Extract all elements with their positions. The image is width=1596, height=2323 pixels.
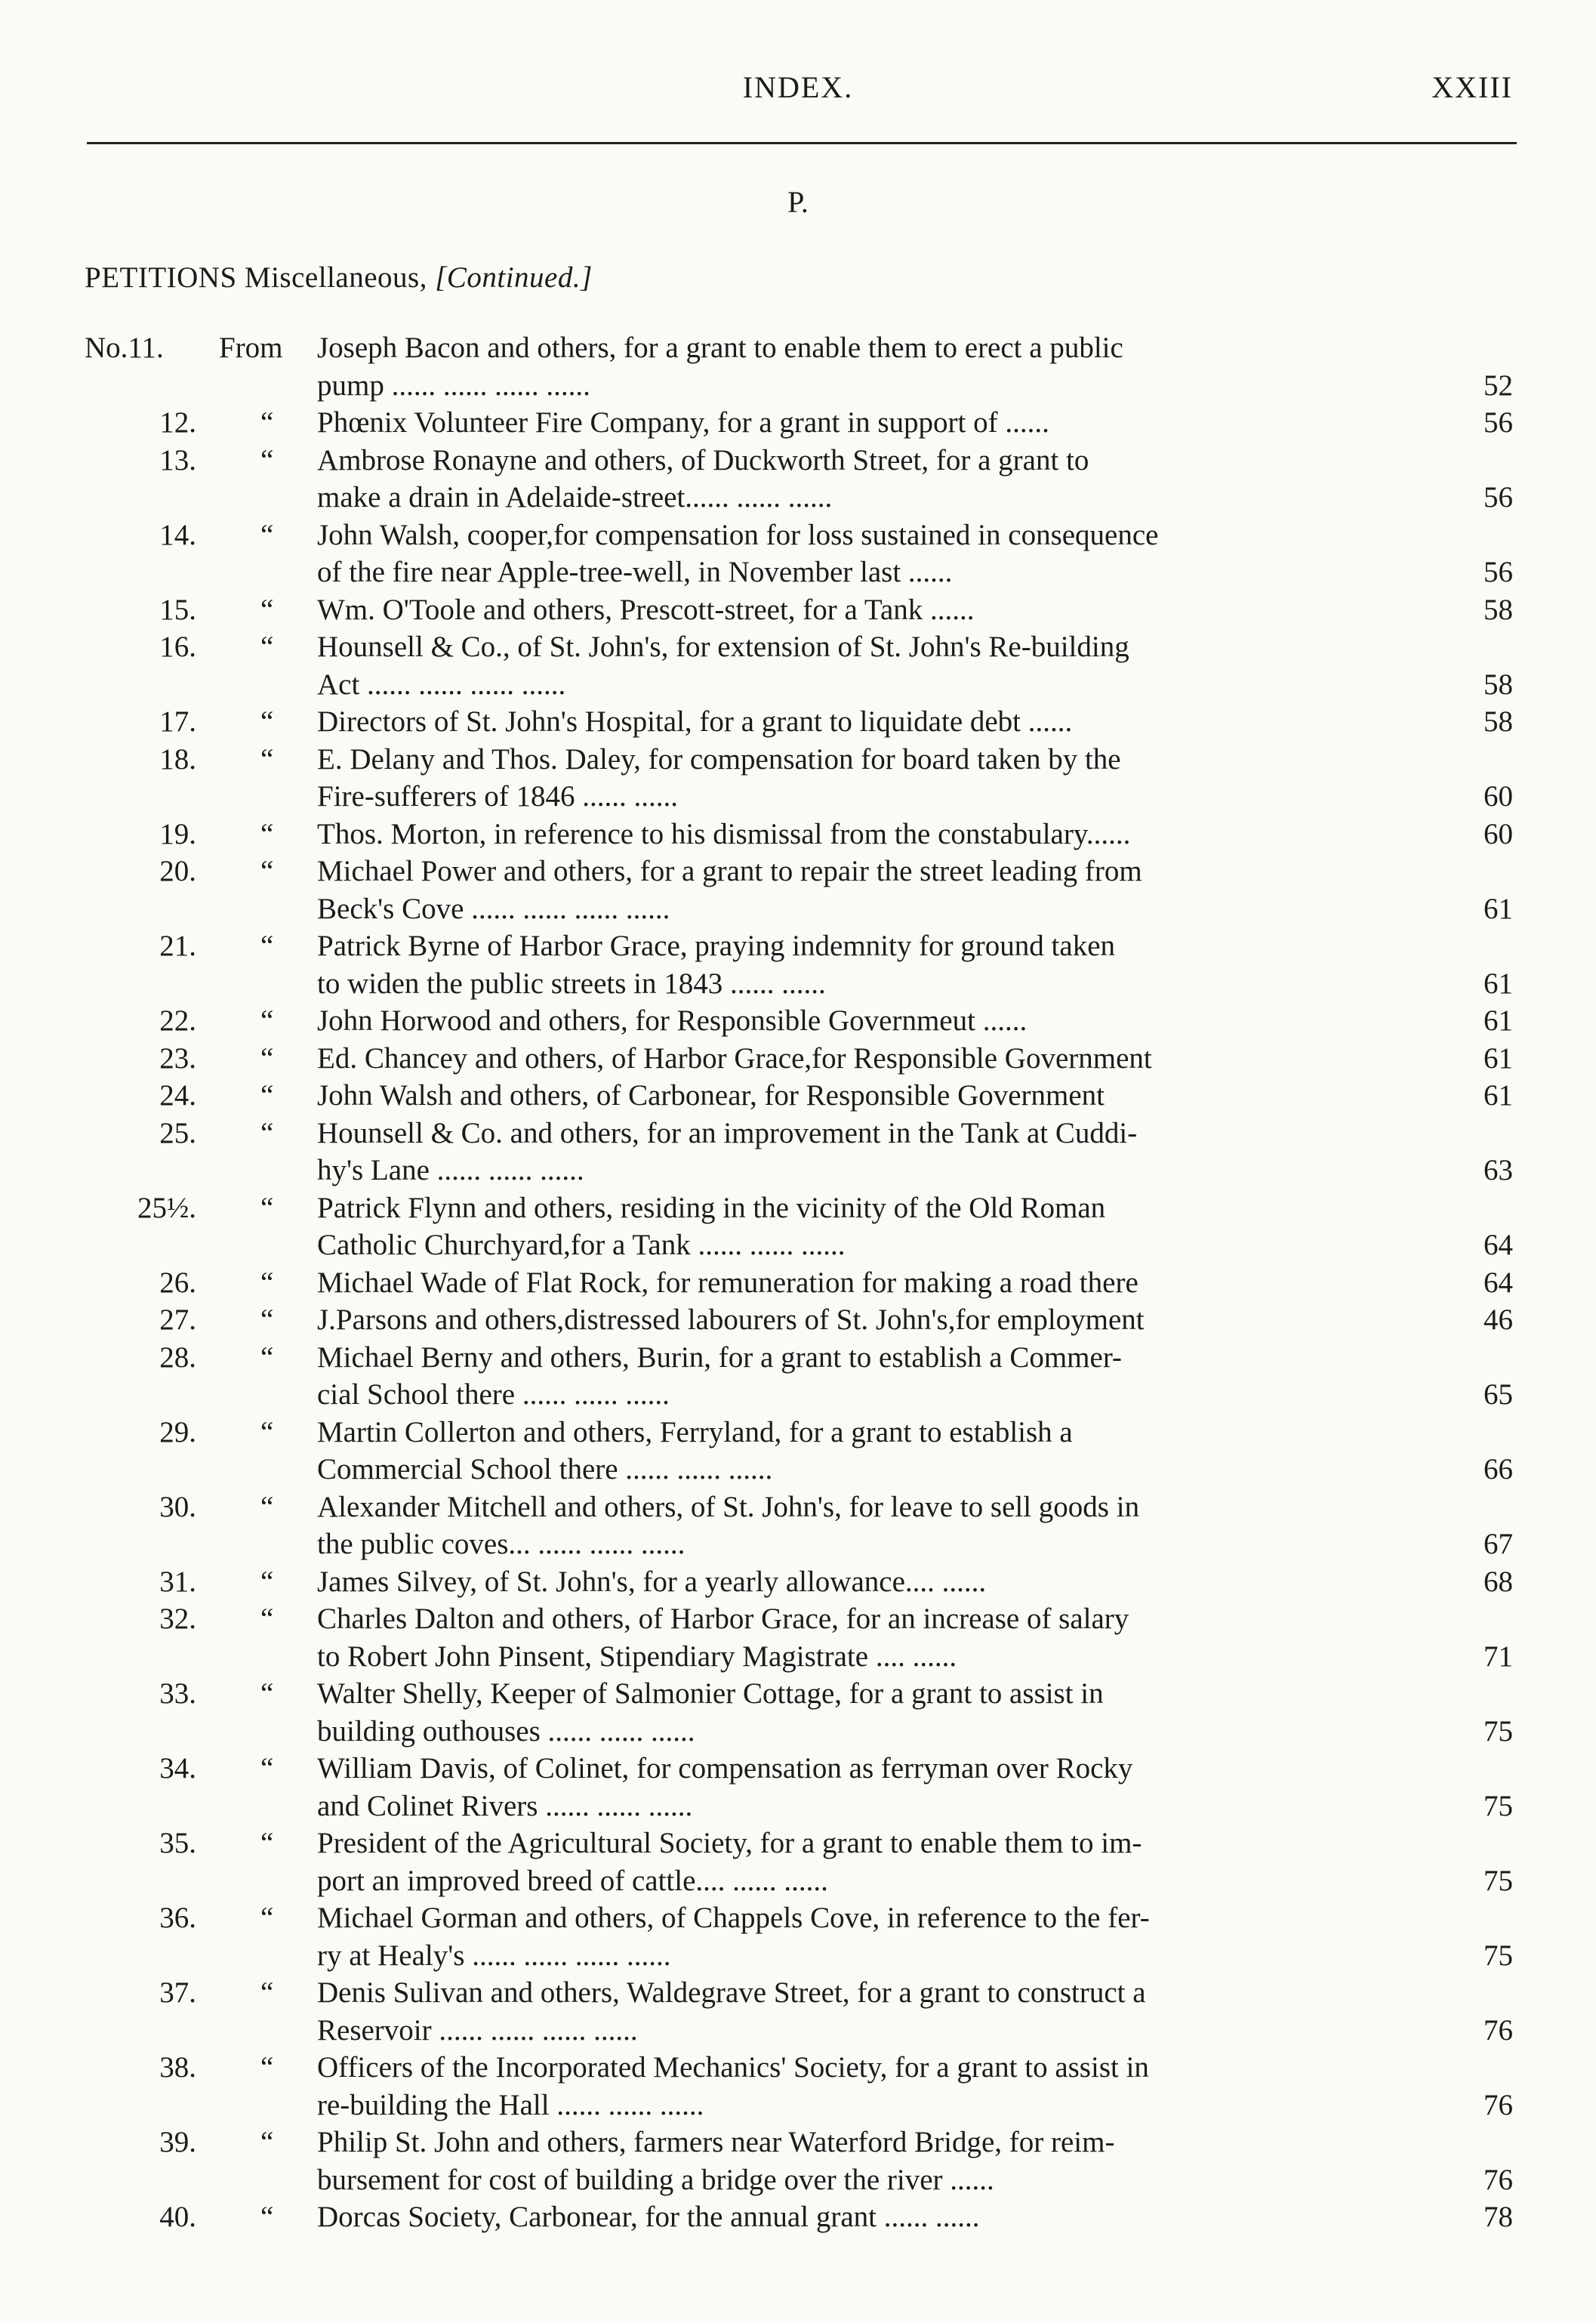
entry-text: Hounsell & Co. and others, for an improvement in the Tank at Cuddi- — [317, 1116, 1138, 1149]
ditto-mark: “ — [260, 1677, 274, 1710]
entry-page: 76 — [1484, 2163, 1513, 2196]
index-entry — [0, 1489, 1596, 1563]
section-heading — [85, 261, 593, 295]
entry-line — [0, 1899, 1596, 1937]
entry-page: 76 — [1484, 2088, 1513, 2121]
ditto-mark: “ — [260, 1565, 274, 1598]
entry-text: Philip St. John and others, farmers near Waterford Bridge, for reim- — [317, 2126, 1115, 2158]
entry-text: William Davis, of Colinet, for compensation as ferryman over Rocky — [317, 1752, 1133, 1785]
ditto-mark: “ — [260, 1752, 274, 1785]
entry-line — [0, 591, 1596, 629]
entry-text: port an improved breed of cattle.... ...... ...... — [317, 1864, 828, 1897]
entry-line — [0, 927, 1596, 965]
entry-page: 58 — [1484, 705, 1513, 738]
entry-text: to widen the public streets in 1843 ...... ...... — [317, 967, 826, 1000]
index-entry — [0, 703, 1596, 741]
entry-text: Walter Shelly, Keeper of Salmonier Cottage, for a grant to assist in — [317, 1677, 1104, 1710]
ditto-mark: “ — [260, 1603, 274, 1635]
ditto-mark: “ — [260, 1266, 274, 1299]
entry-line — [0, 1638, 1596, 1676]
entry-page: 75 — [1484, 1789, 1513, 1822]
ditto-mark: “ — [260, 1827, 274, 1859]
entry-number: 26. — [159, 1266, 196, 1299]
entry-number: 32. — [159, 1603, 196, 1635]
entry-line — [0, 741, 1596, 779]
index-entry — [0, 1974, 1596, 2049]
index-entry — [0, 1414, 1596, 1489]
entry-line — [0, 2124, 1596, 2161]
entry-text: Thos. Morton, in reference to his dismissal from the constabulary...... — [317, 817, 1131, 850]
entry-number: 27. — [159, 1303, 196, 1336]
entry-page: 56 — [1484, 556, 1513, 588]
entry-number: 17. — [159, 705, 196, 738]
ditto-mark: “ — [260, 930, 274, 962]
entry-number: 29. — [159, 1415, 196, 1448]
ditto-mark: “ — [260, 1303, 274, 1336]
entry-line — [0, 853, 1596, 890]
index-entry — [0, 853, 1596, 927]
entry-text: Catholic Churchyard,for a Tank ...... ...... ...... — [317, 1229, 846, 1261]
entry-line — [0, 2198, 1596, 2236]
entry-page: 58 — [1484, 593, 1513, 626]
index-entry — [0, 442, 1596, 517]
entry-text: pump ...... ...... ...... ...... — [317, 369, 590, 402]
entry-text: John Walsh and others, of Carbonear, for Responsible Government — [317, 1079, 1105, 1112]
entry-number: 35. — [159, 1827, 196, 1859]
entry-number: 24. — [159, 1079, 196, 1112]
entry-line — [0, 1077, 1596, 1115]
entry-page: 56 — [1484, 481, 1513, 514]
entry-text: hy's Lane ...... ...... ...... — [317, 1154, 584, 1186]
entry-number: 20. — [159, 855, 196, 887]
entry-text: bursement for cost of building a bridge over the river ...... — [317, 2163, 994, 2196]
entry-line — [0, 1226, 1596, 1264]
entry-line — [0, 778, 1596, 816]
entry-text: Charles Dalton and others, of Harbor Grace, for an increase of salary — [317, 1603, 1129, 1635]
entry-number: 19. — [159, 817, 196, 850]
index-entry — [0, 1675, 1596, 1750]
entry-text: Alexander Mitchell and others, of St. John's, for leave to sell goods in — [317, 1490, 1140, 1523]
entry-page: 75 — [1484, 1714, 1513, 1748]
entry-text: re-building the Hall ...... ...... ...... — [317, 2088, 704, 2121]
entry-line — [0, 666, 1596, 704]
entry-page: 64 — [1484, 1266, 1513, 1299]
index-entry — [0, 1115, 1596, 1189]
entry-line — [0, 1937, 1596, 1975]
index-entry — [0, 1600, 1596, 1675]
entry-text: Reservoir ...... ...... ...... ...... — [317, 2013, 638, 2047]
entry-line — [0, 442, 1596, 480]
entry-page: 68 — [1484, 1565, 1513, 1598]
entry-text: Ed. Chancey and others, of Harbor Grace,for Responsible Government — [317, 1041, 1152, 1075]
entry-text: Hounsell & Co., of St. John's, for extension of St. John's Re-building — [317, 631, 1129, 663]
entry-line — [0, 1451, 1596, 1489]
entry-line — [0, 367, 1596, 405]
entry-page: 46 — [1484, 1303, 1513, 1336]
index-entry — [0, 2198, 1596, 2236]
entry-page: 61 — [1484, 967, 1513, 1000]
entry-text: ry at Healy's ...... ...... ...... ...... — [317, 1939, 671, 1972]
entry-line — [0, 1750, 1596, 1788]
entry-number: 13. — [159, 443, 196, 477]
entry-number: 38. — [159, 2051, 196, 2084]
entry-line — [0, 1264, 1596, 1302]
entry-text: Michael Power and others, for a grant to repair the street leading from — [317, 855, 1142, 887]
page-number: XXIII — [1431, 70, 1513, 104]
entry-line — [0, 2161, 1596, 2199]
entry-line — [0, 1002, 1596, 1040]
ditto-mark: “ — [260, 1041, 274, 1075]
section-letter: P. — [787, 185, 809, 219]
entry-text: Fire-sufferers of 1846 ...... ...... — [317, 780, 679, 813]
entry-text: Act ...... ...... ...... ...... — [317, 668, 566, 701]
entry-page: 78 — [1484, 2201, 1513, 2233]
entry-number: No.11. — [85, 332, 164, 364]
ditto-mark: “ — [260, 1902, 274, 1934]
entry-text: Commercial School there ...... ...... ...... — [317, 1453, 773, 1485]
heading-main: PETITIONS Miscellaneous, — [85, 261, 427, 294]
ditto-mark: “ — [260, 406, 274, 439]
entry-page: 61 — [1484, 1041, 1513, 1075]
entry-text: John Walsh, cooper,for compensation for loss sustained in consequence — [317, 518, 1159, 551]
entry-line — [0, 965, 1596, 1003]
ditto-mark: “ — [260, 593, 274, 626]
page-title: INDEX. — [742, 70, 854, 104]
index-entry — [0, 591, 1596, 629]
entry-page: 67 — [1484, 1528, 1513, 1560]
entry-text: James Silvey, of St. John's, for a yearly allowance.... ...... — [317, 1565, 987, 1598]
entry-number: 31. — [159, 1565, 196, 1598]
entry-text: Martin Collerton and others, Ferryland, for a grant to establish a — [317, 1415, 1073, 1448]
entry-number: 16. — [159, 631, 196, 663]
entry-page: 63 — [1484, 1154, 1513, 1186]
entry-line — [0, 1788, 1596, 1825]
entry-text: Michael Gorman and others, of Chappels Cove, in reference to the fer- — [317, 1902, 1150, 1934]
ditto-mark: “ — [260, 1976, 274, 2009]
entry-number: 21. — [159, 930, 196, 962]
entry-text: Phœnix Volunteer Fire Company, for a grant in support of ...... — [317, 406, 1049, 439]
entry-line — [0, 1713, 1596, 1751]
entry-line — [0, 1414, 1596, 1451]
index-entry — [0, 329, 1596, 404]
entry-text: Directors of St. John's Hospital, for a grant to liquidate debt ...... — [317, 705, 1073, 738]
entry-line — [0, 1489, 1596, 1526]
heading-continued: [Continued.] — [435, 261, 593, 294]
entry-number: 36. — [159, 1902, 196, 1934]
index-entry — [0, 1077, 1596, 1115]
entry-number: 25. — [159, 1116, 196, 1149]
entry-page: 60 — [1484, 780, 1513, 813]
entry-line — [0, 517, 1596, 554]
entry-line — [0, 404, 1596, 442]
entry-page: 58 — [1484, 668, 1513, 701]
entry-line — [0, 1526, 1596, 1563]
entry-line — [0, 1862, 1596, 1900]
entry-line — [0, 554, 1596, 591]
ditto-mark: “ — [260, 817, 274, 850]
ditto-mark: “ — [260, 855, 274, 887]
ditto-mark: “ — [260, 518, 274, 551]
entry-line — [0, 1376, 1596, 1414]
entry-page: 71 — [1484, 1640, 1513, 1673]
entry-number: 33. — [159, 1677, 196, 1710]
entry-number: 28. — [159, 1340, 196, 1374]
index-entry — [0, 741, 1596, 816]
entry-page: 61 — [1484, 1079, 1513, 1112]
entry-text: building outhouses ...... ...... ...... — [317, 1714, 695, 1748]
entry-text: President of the Agricultural Society, for a grant to enable them to im- — [317, 1827, 1142, 1859]
entry-number: 25½. — [137, 1191, 196, 1224]
entry-page: 75 — [1484, 1864, 1513, 1897]
entry-text: Ambrose Ronayne and others, of Duckworth Street, for a grant to — [317, 443, 1089, 477]
entry-text: cial School there ...... ...... ...... — [317, 1378, 670, 1411]
index-entry — [0, 1899, 1596, 1974]
index-entry — [0, 2124, 1596, 2198]
entry-text: to Robert John Pinsent, Stipendiary Magistrate .... ...... — [317, 1640, 957, 1673]
running-head — [0, 69, 1596, 115]
entry-page: 61 — [1484, 1004, 1513, 1037]
entry-text: of the fire near Apple-tree-well, in November last ...... — [317, 556, 953, 588]
entry-line — [0, 816, 1596, 853]
entry-line — [0, 1189, 1596, 1227]
entry-page: 52 — [1484, 369, 1513, 402]
entry-line — [0, 329, 1596, 367]
entry-line — [0, 1301, 1596, 1339]
header-rule — [87, 142, 1517, 144]
from-label: From — [219, 332, 283, 364]
ditto-mark: “ — [260, 1340, 274, 1374]
ditto-mark: “ — [260, 1116, 274, 1149]
entry-line — [0, 1974, 1596, 2012]
ditto-mark: “ — [260, 1004, 274, 1037]
ditto-mark: “ — [260, 1191, 274, 1224]
entry-page: 64 — [1484, 1229, 1513, 1261]
entry-list — [0, 329, 1596, 2236]
entry-page: 66 — [1484, 1453, 1513, 1485]
entry-line — [0, 2087, 1596, 2124]
entry-text: Patrick Flynn and others, residing in the vicinity of the Old Roman — [317, 1191, 1106, 1224]
entry-page: 56 — [1484, 406, 1513, 439]
index-entry — [0, 1750, 1596, 1825]
index-entry — [0, 1264, 1596, 1302]
entry-text: Michael Berny and others, Burin, for a grant to establish a Commer- — [317, 1340, 1123, 1374]
entry-line — [0, 1600, 1596, 1638]
entry-page: 76 — [1484, 2013, 1513, 2047]
index-entry — [0, 404, 1596, 442]
index-entry — [0, 1825, 1596, 1899]
ditto-mark: “ — [260, 742, 274, 776]
entry-number: 12. — [159, 406, 196, 439]
ditto-mark: “ — [260, 1415, 274, 1448]
entry-number: 34. — [159, 1752, 196, 1785]
entry-text: Patrick Byrne of Harbor Grace, praying indemnity for ground taken — [317, 930, 1115, 962]
index-entry — [0, 2049, 1596, 2124]
index-entry — [0, 1563, 1596, 1601]
entry-line — [0, 628, 1596, 666]
index-entry — [0, 1339, 1596, 1414]
entry-page: 75 — [1484, 1939, 1513, 1972]
ditto-mark: “ — [260, 2051, 274, 2084]
entry-line — [0, 1115, 1596, 1152]
entry-line — [0, 1339, 1596, 1377]
index-entry — [0, 1189, 1596, 1264]
index-entry — [0, 1002, 1596, 1040]
entry-text: John Horwood and others, for Responsible Governmeut ...... — [317, 1004, 1028, 1037]
entry-line — [0, 1675, 1596, 1713]
index-entry — [0, 816, 1596, 853]
index-entry — [0, 927, 1596, 1002]
entry-number: 23. — [159, 1041, 196, 1075]
entry-line — [0, 1563, 1596, 1601]
entry-text: Wm. O'Toole and others, Prescott-street, for a Tank ...... — [317, 593, 975, 626]
entry-number: 30. — [159, 1490, 196, 1523]
entry-page: 65 — [1484, 1378, 1513, 1411]
entry-number: 18. — [159, 742, 196, 776]
entry-text: Denis Sulivan and others, Waldegrave Street, for a grant to construct a — [317, 1976, 1146, 2009]
entry-line — [0, 479, 1596, 517]
ditto-mark: “ — [260, 1079, 274, 1112]
entry-text: Michael Wade of Flat Rock, for remuneration for making a road there — [317, 1266, 1138, 1299]
entry-page: 60 — [1484, 817, 1513, 850]
entry-number: 22. — [159, 1004, 196, 1037]
entry-number: 15. — [159, 593, 196, 626]
entry-text: the public coves... ...... ...... ...... — [317, 1528, 686, 1560]
entry-line — [0, 1152, 1596, 1189]
entry-page: 61 — [1484, 892, 1513, 925]
ditto-mark: “ — [260, 1490, 274, 1523]
entry-line — [0, 2012, 1596, 2050]
ditto-mark: “ — [260, 443, 274, 477]
entry-text: and Colinet Rivers ...... ...... ...... — [317, 1789, 693, 1822]
index-entry — [0, 1301, 1596, 1339]
index-entry — [0, 1040, 1596, 1078]
entry-number: 14. — [159, 518, 196, 551]
entry-text: E. Delany and Thos. Daley, for compensation for board taken by the — [317, 742, 1121, 776]
entry-number: 39. — [159, 2126, 196, 2158]
entry-text: make a drain in Adelaide-street...... ...... ...... — [317, 481, 833, 514]
index-entry — [0, 628, 1596, 703]
ditto-mark: “ — [260, 2201, 274, 2233]
entry-text: Beck's Cove ...... ...... ...... ...... — [317, 892, 670, 925]
ditto-mark: “ — [260, 2126, 274, 2158]
entry-line — [0, 1040, 1596, 1078]
entry-text: Joseph Bacon and others, for a grant to enable them to erect a public — [317, 332, 1123, 364]
entry-text: Dorcas Society, Carbonear, for the annual grant ...... ...... — [317, 2201, 980, 2233]
entry-line — [0, 1825, 1596, 1862]
entry-number: 37. — [159, 1976, 196, 2009]
entry-line — [0, 2049, 1596, 2087]
ditto-mark: “ — [260, 631, 274, 663]
ditto-mark: “ — [260, 705, 274, 738]
entry-text: Officers of the Incorporated Mechanics' Society, for a grant to assist in — [317, 2051, 1149, 2084]
entry-line — [0, 703, 1596, 741]
entry-line — [0, 890, 1596, 928]
entry-text: J.Parsons and others,distressed labourers of St. John's,for employment — [317, 1303, 1145, 1336]
index-entry — [0, 517, 1596, 591]
entry-number: 40. — [159, 2201, 196, 2233]
